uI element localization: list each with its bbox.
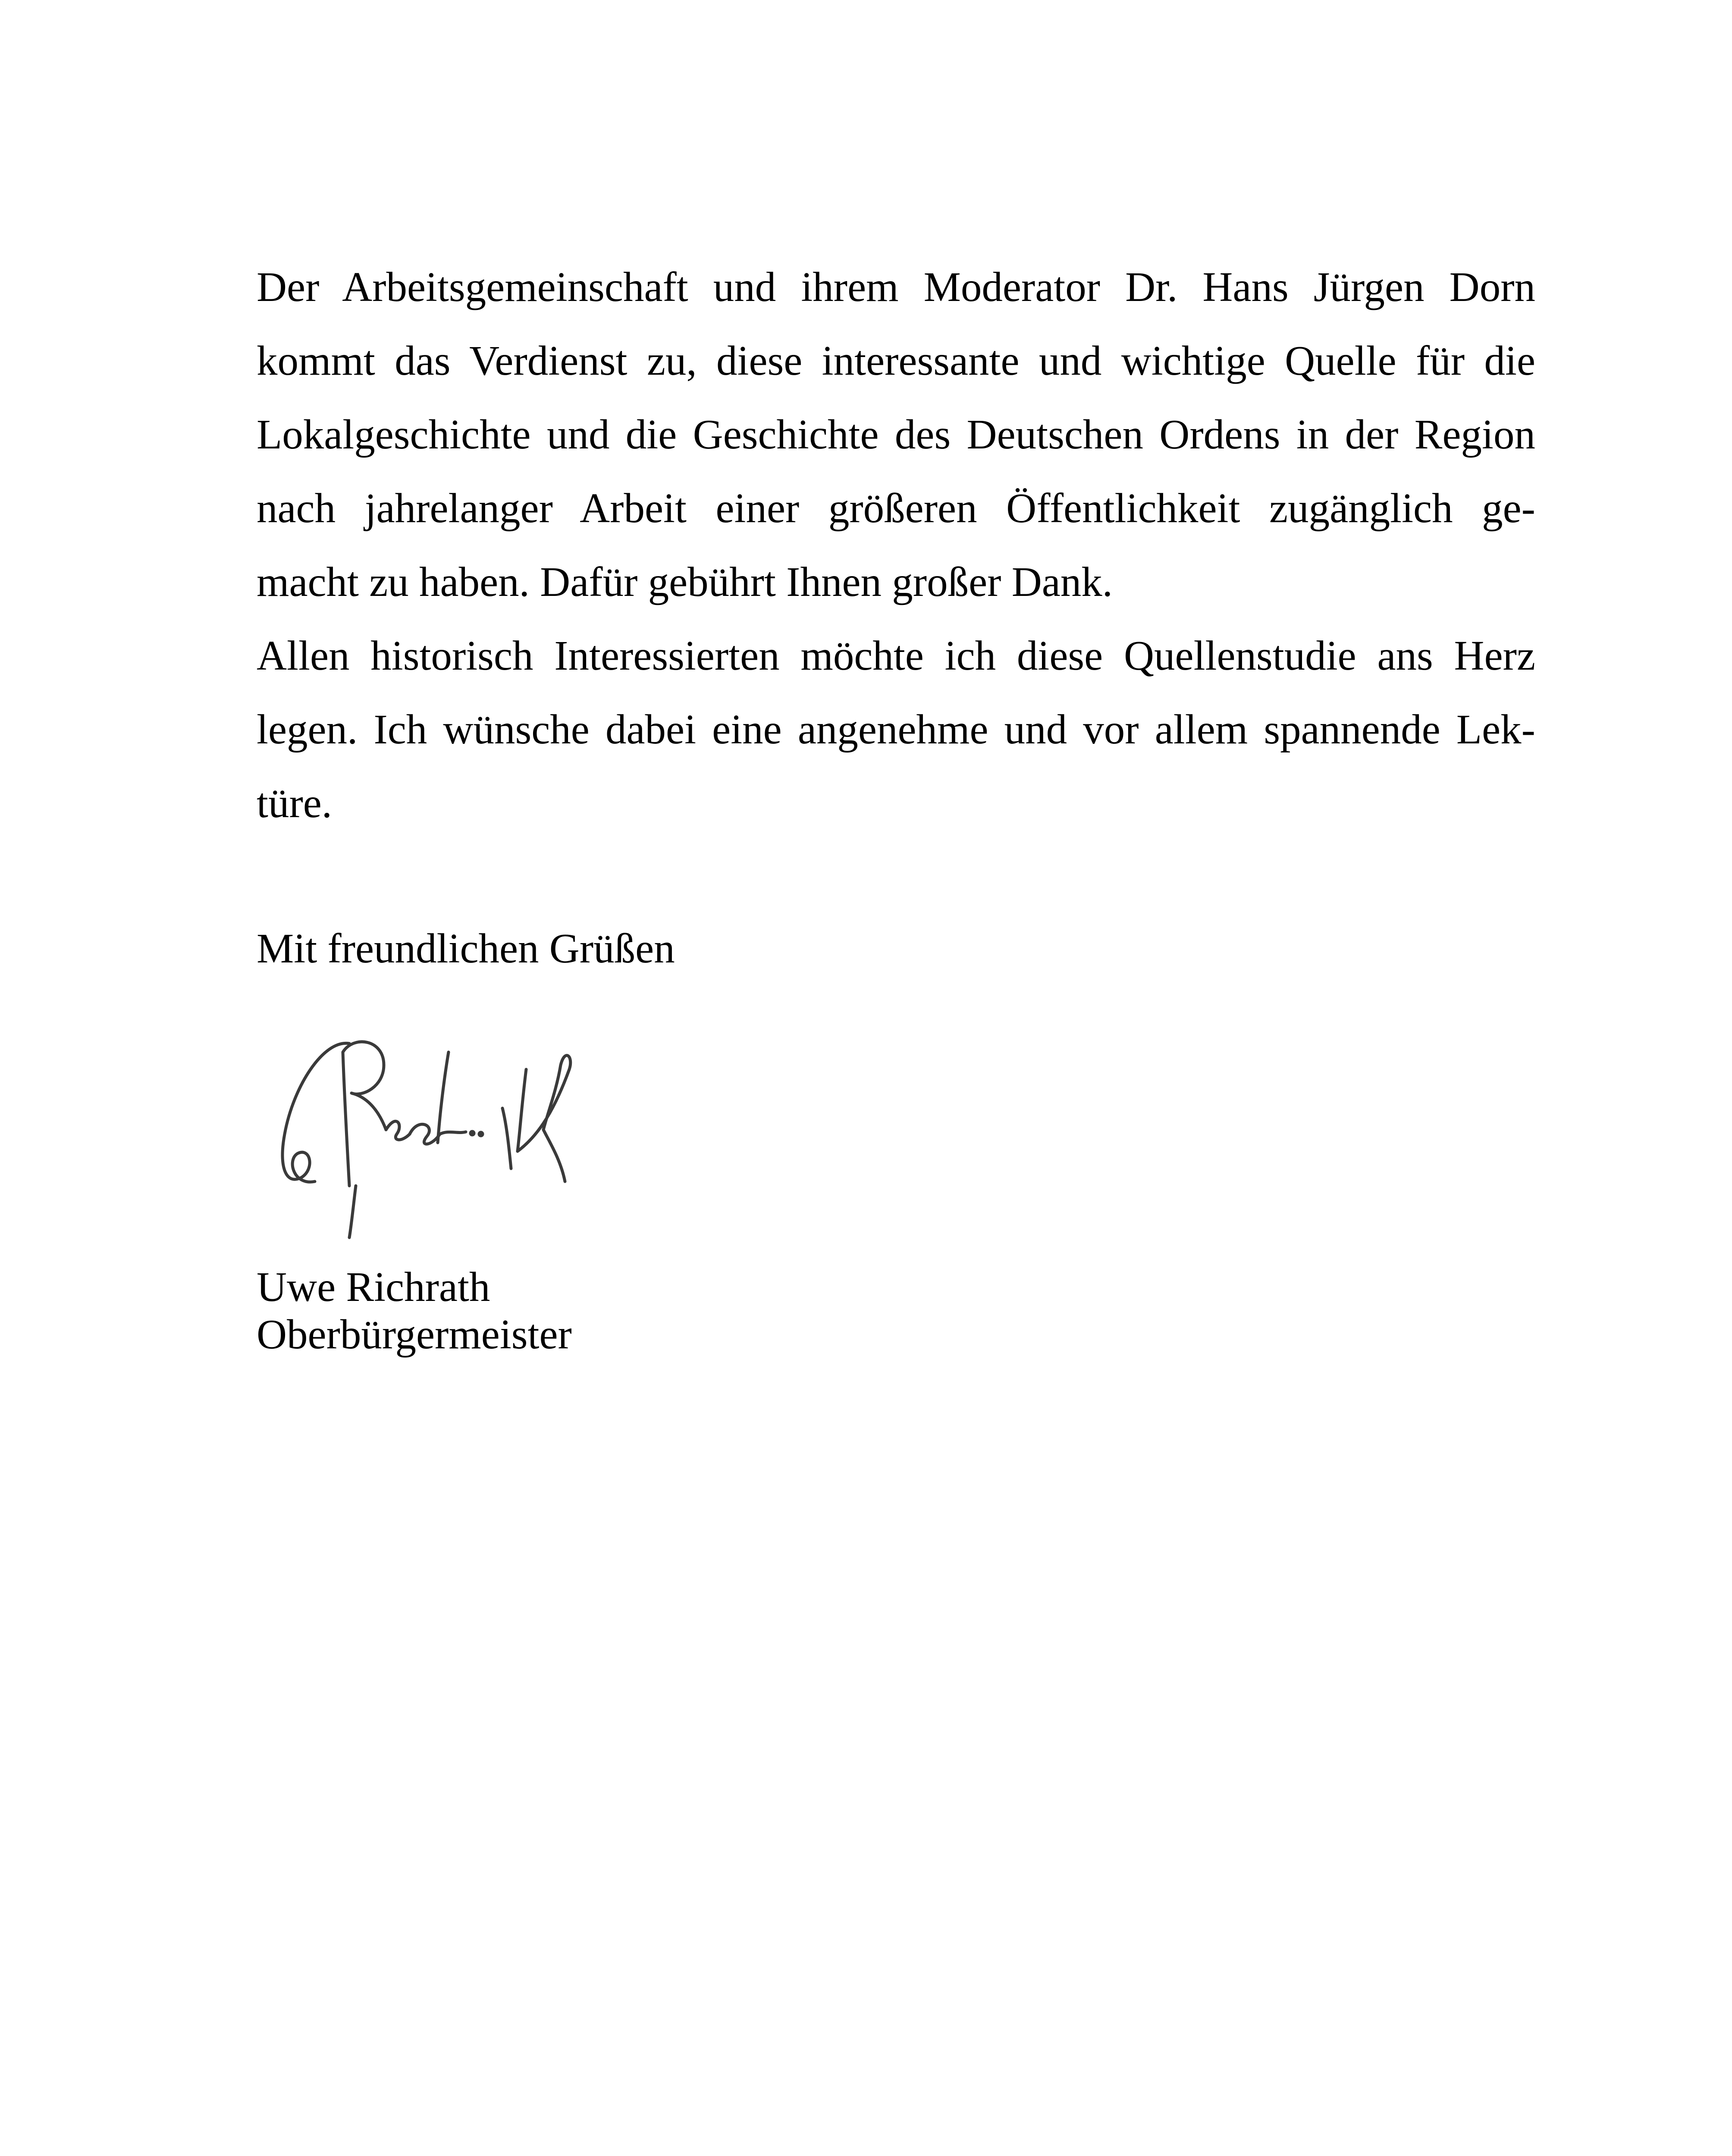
signature-stroke — [502, 1108, 511, 1169]
body-line: macht zu haben. Dafür gebührt Ihnen großer Dank. — [257, 559, 1113, 605]
signature-dot — [471, 1131, 474, 1135]
signature-strokes — [282, 1042, 571, 1238]
body-line: türe. — [257, 780, 333, 826]
body-line: kommt das Verdienst zu, diese interessante und wichtige Quelle für die — [257, 338, 1535, 384]
signature-dot — [479, 1132, 483, 1136]
signer-name: Uwe Richrath — [257, 1264, 490, 1310]
signature-stroke — [438, 1052, 449, 1143]
handwritten-signature — [267, 1005, 608, 1246]
body-line: Lokalgeschichte und die Geschichte des Deutschen Ordens in der Region — [257, 411, 1535, 458]
signature-stroke — [282, 1043, 349, 1182]
body-line: Allen historisch Interessierten möchte ich diese Quellenstudie ans Herz — [257, 633, 1535, 679]
body-line: legen. Ich wünsche dabei eine angenehme und vor allem spannende Lek- — [257, 706, 1535, 752]
signer-block — [257, 1263, 572, 1358]
letter-body — [257, 250, 1535, 840]
signature-stroke — [343, 1042, 386, 1186]
signature-stroke — [410, 1124, 440, 1144]
signature-stroke — [386, 1121, 410, 1140]
closing-salutation: Mit freundlichen Grüßen — [257, 925, 675, 971]
body-line: Der Arbeitsgemeinschaft und ihrem Moderator Dr. Hans Jürgen Dorn — [257, 264, 1535, 310]
signature-stroke — [440, 1132, 466, 1134]
body-line: nach jahrelanger Arbeit einer größeren Öffentlichkeit zugänglich ge- — [257, 485, 1535, 531]
signature-stroke — [349, 1186, 356, 1238]
signature-stroke — [518, 1056, 571, 1181]
signer-title: Oberbürgermeister — [257, 1311, 572, 1357]
